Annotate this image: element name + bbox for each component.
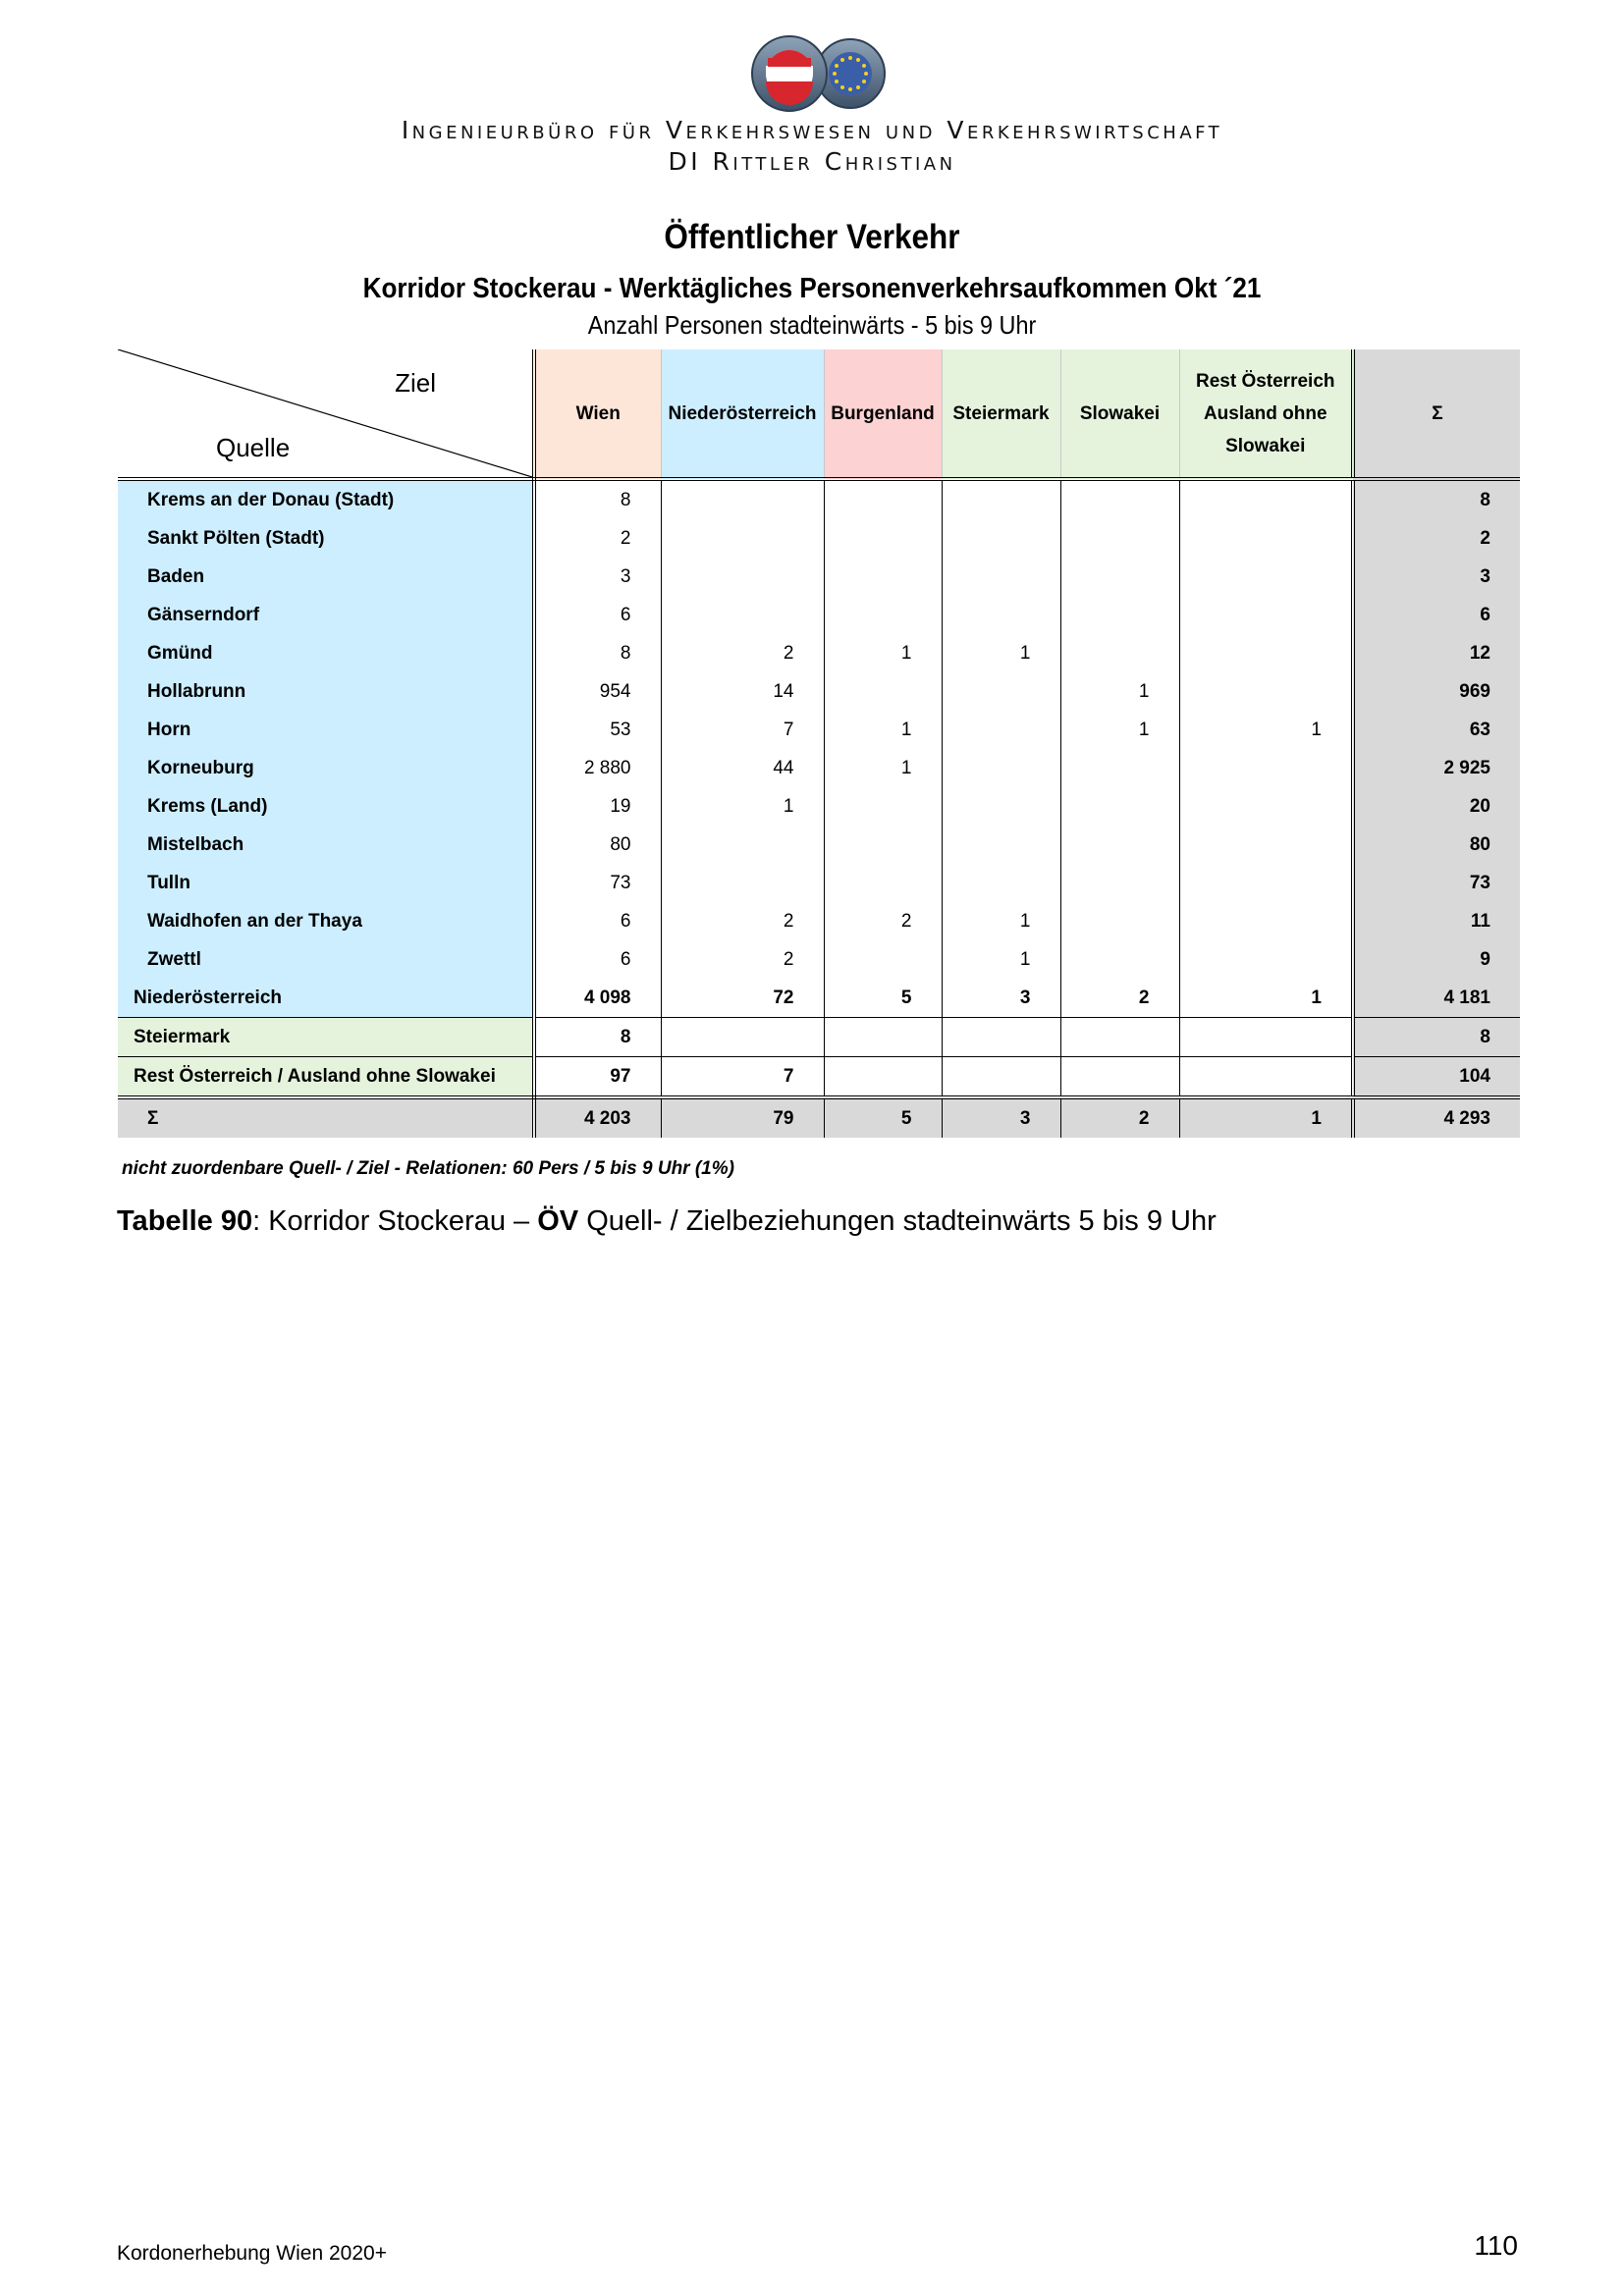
table-cell xyxy=(1060,634,1179,672)
row-sum-cell: 104 xyxy=(1353,1057,1520,1098)
table-cell xyxy=(942,479,1060,519)
row-sum-cell: 3 xyxy=(1353,558,1520,596)
table-cell xyxy=(1179,596,1353,634)
col-header-burgenland: Burgenland xyxy=(824,349,942,479)
col-header-wien: Wien xyxy=(534,349,661,479)
table-cell xyxy=(1060,749,1179,787)
table-cell xyxy=(1060,479,1179,519)
table-cell: 72 xyxy=(661,979,824,1018)
col-header-sum: Σ xyxy=(1353,349,1520,479)
row-label: Gänserndorf xyxy=(118,596,534,634)
caption-bold-mid: ÖV xyxy=(537,1205,579,1237)
table-cell xyxy=(1060,519,1179,558)
table-cell: 3 xyxy=(942,979,1060,1018)
table-cell xyxy=(942,596,1060,634)
table-cell xyxy=(661,826,824,864)
table-cell xyxy=(1179,787,1353,826)
od-matrix-table xyxy=(118,349,1520,1138)
table-cell: 2 xyxy=(661,902,824,940)
table-cell xyxy=(824,558,942,596)
table-cell: 4 098 xyxy=(534,979,661,1018)
row-sum-cell: 8 xyxy=(1353,1018,1520,1057)
page-title: Öffentlicher Verkehr xyxy=(664,218,960,256)
table-cell xyxy=(1060,787,1179,826)
table-subsubtitle: Anzahl Personen stadteinwärts - 5 bis 9 Uhr xyxy=(587,310,1037,340)
table-cell xyxy=(824,787,942,826)
row-sum-cell: 80 xyxy=(1353,826,1520,864)
table-cell xyxy=(824,940,942,979)
table-cell xyxy=(1179,634,1353,672)
table-row xyxy=(118,672,1520,711)
table-cell: 2 xyxy=(1060,1097,1179,1138)
corner-ziel-label: Ziel xyxy=(395,368,436,398)
table-cell: 53 xyxy=(610,719,631,740)
table-cell xyxy=(1179,519,1353,558)
table-cell xyxy=(1179,1057,1353,1098)
table-cell: 1 xyxy=(942,634,1060,672)
row-label: Waidhofen an der Thaya xyxy=(118,902,534,940)
unassigned-relations-note: nicht zuordenbare Quell- / Ziel - Relationen: 60 Pers / 5 bis 9 Uhr (1%) xyxy=(122,1158,734,1179)
row-label: Σ xyxy=(118,1097,534,1138)
row-label: Krems an der Donau (Stadt) xyxy=(118,479,534,519)
table-cell: 2 xyxy=(661,634,824,672)
table-cell xyxy=(1060,864,1179,902)
table-cell: 1 xyxy=(1179,979,1353,1018)
table-cell xyxy=(942,864,1060,902)
row-label: Baden xyxy=(118,558,534,596)
row-label: Zwettl xyxy=(118,940,534,979)
col-header-niederoesterreich: Niederösterreich xyxy=(661,349,824,479)
table-row xyxy=(118,979,1520,1018)
table-cell xyxy=(942,826,1060,864)
table-caption xyxy=(117,1205,1217,1238)
row-label: Horn xyxy=(118,711,534,749)
table-cell xyxy=(942,672,1060,711)
table-cell: 8 xyxy=(620,489,631,510)
table-row xyxy=(118,1097,1520,1138)
table-cell: 7 xyxy=(661,1057,824,1098)
table-cell: 6 xyxy=(620,910,631,932)
table-cell: 4 203 xyxy=(534,1097,661,1138)
table-row xyxy=(118,940,1520,979)
row-sum-cell: 4 293 xyxy=(1353,1097,1520,1138)
caption-text-b: Quell- / Zielbeziehungen stadteinwärts 5 bis 9 Uhr xyxy=(578,1205,1217,1237)
table-header-row xyxy=(118,349,1520,479)
table-cell xyxy=(942,787,1060,826)
row-sum-cell: 12 xyxy=(1353,634,1520,672)
table-cell: 73 xyxy=(610,872,631,893)
table-row xyxy=(118,902,1520,940)
table-cell xyxy=(661,519,824,558)
col-header-rest-oesterreich: Rest Österreich Ausland ohne Slowakei xyxy=(1179,349,1353,479)
col-header-steiermark: Steiermark xyxy=(942,349,1060,479)
table-cell: 80 xyxy=(610,833,631,855)
table-cell xyxy=(942,558,1060,596)
table-cell: 8 xyxy=(534,1018,661,1057)
table-cell xyxy=(661,1018,824,1057)
table-cell xyxy=(1060,1018,1179,1057)
table-subtitle: Korridor Stockerau - Werktägliches Personenverkehrsaufkommen Okt ´21 xyxy=(362,273,1262,304)
table-row xyxy=(118,479,1520,519)
row-label: Krems (Land) xyxy=(118,787,534,826)
table-cell: 2 880 xyxy=(583,757,631,778)
col-header-slowakei: Slowakei xyxy=(1060,349,1179,479)
table-row xyxy=(118,634,1520,672)
row-sum-cell: 11 xyxy=(1353,902,1520,940)
table-cell: 79 xyxy=(661,1097,824,1138)
table-cell xyxy=(1179,940,1353,979)
table-row xyxy=(118,1057,1520,1098)
table-cell: 2 xyxy=(620,527,631,549)
row-sum-cell: 73 xyxy=(1353,864,1520,902)
table-cell: 1 xyxy=(942,940,1060,979)
row-sum-cell: 63 xyxy=(1353,711,1520,749)
row-sum-cell: 20 xyxy=(1353,787,1520,826)
caption-label: Tabelle 90 xyxy=(117,1205,253,1237)
page-number: 110 xyxy=(1474,2230,1518,2261)
table-cell: 1 xyxy=(824,711,942,749)
row-sum-cell: 6 xyxy=(1353,596,1520,634)
table-cell: 44 xyxy=(661,749,824,787)
table-cell xyxy=(1179,1018,1353,1057)
office-name: Ingenieurbüro für Verkehrswesen und Verkehrswirtschaft xyxy=(401,116,1223,144)
table-cell xyxy=(1060,902,1179,940)
table-row xyxy=(118,1018,1520,1057)
corner-diagonal xyxy=(118,349,532,477)
table-cell: 5 xyxy=(824,979,942,1018)
table-cell xyxy=(824,672,942,711)
row-label: Niederösterreich xyxy=(118,979,534,1018)
table-cell xyxy=(942,749,1060,787)
table-cell: 7 xyxy=(661,711,824,749)
table-cell: 97 xyxy=(534,1057,661,1098)
table-row xyxy=(118,864,1520,902)
caption-text-a: : Korridor Stockerau – xyxy=(252,1205,538,1237)
table-cell xyxy=(661,864,824,902)
row-label: Tulln xyxy=(118,864,534,902)
table-cell xyxy=(1179,864,1353,902)
table-cell xyxy=(942,1018,1060,1057)
row-sum-cell: 8 xyxy=(1353,479,1520,519)
table-cell xyxy=(1060,558,1179,596)
corner-cell xyxy=(118,349,534,479)
table-cell xyxy=(661,558,824,596)
table-cell: 2 xyxy=(1060,979,1179,1018)
table-cell: 1 xyxy=(942,902,1060,940)
table-cell: 1 xyxy=(1179,711,1353,749)
table-cell xyxy=(824,1018,942,1057)
table-row xyxy=(118,596,1520,634)
table-cell xyxy=(824,1057,942,1098)
table-cell xyxy=(661,479,824,519)
table-cell: 1 xyxy=(661,787,824,826)
table-cell: 3 xyxy=(942,1097,1060,1138)
table-cell: 2 xyxy=(661,940,824,979)
footer-project: Kordonerhebung Wien 2020+ xyxy=(117,2242,387,2265)
table-cell: 1 xyxy=(1060,672,1179,711)
table-cell: 3 xyxy=(620,565,631,587)
table-cell xyxy=(824,479,942,519)
corner-quelle-label: Quelle xyxy=(216,433,291,462)
office-owner: DI Rittler Christian xyxy=(668,147,956,176)
office-logo xyxy=(746,33,893,114)
table-row xyxy=(118,519,1520,558)
table-cell: 1 xyxy=(1179,1097,1353,1138)
table-cell xyxy=(1060,596,1179,634)
table-cell: 2 xyxy=(824,902,942,940)
row-sum-cell: 9 xyxy=(1353,940,1520,979)
table-cell xyxy=(1179,902,1353,940)
row-label: Mistelbach xyxy=(118,826,534,864)
table-cell: 5 xyxy=(824,1097,942,1138)
row-label: Gmünd xyxy=(118,634,534,672)
table-cell xyxy=(1179,558,1353,596)
table-cell: 8 xyxy=(620,642,631,664)
table-cell xyxy=(942,1057,1060,1098)
row-sum-cell: 4 181 xyxy=(1353,979,1520,1018)
row-sum-cell: 2 925 xyxy=(1353,749,1520,787)
row-label: Hollabrunn xyxy=(118,672,534,711)
table-cell xyxy=(1060,826,1179,864)
table-cell xyxy=(1179,479,1353,519)
table-cell: 1 xyxy=(1060,711,1179,749)
table-cell xyxy=(1179,672,1353,711)
table-cell xyxy=(1179,749,1353,787)
table-row xyxy=(118,787,1520,826)
table-cell xyxy=(942,711,1060,749)
row-label: Rest Österreich / Ausland ohne Slowakei xyxy=(118,1057,534,1098)
table-cell: 6 xyxy=(620,948,631,970)
table-cell xyxy=(1060,1057,1179,1098)
table-cell xyxy=(661,596,824,634)
table-cell xyxy=(942,519,1060,558)
table-cell: 1 xyxy=(824,634,942,672)
row-sum-cell: 2 xyxy=(1353,519,1520,558)
table-cell xyxy=(824,864,942,902)
table-cell xyxy=(1179,826,1353,864)
table-row xyxy=(118,711,1520,749)
table-cell xyxy=(824,519,942,558)
table-cell xyxy=(824,596,942,634)
table-cell xyxy=(824,826,942,864)
table-row xyxy=(118,749,1520,787)
table-cell: 19 xyxy=(610,795,631,817)
table-row xyxy=(118,826,1520,864)
row-label: Sankt Pölten (Stadt) xyxy=(118,519,534,558)
row-sum-cell: 969 xyxy=(1353,672,1520,711)
table-cell xyxy=(1060,940,1179,979)
table-cell: 1 xyxy=(824,749,942,787)
table-cell: 14 xyxy=(661,672,824,711)
row-label: Steiermark xyxy=(118,1018,534,1057)
row-label: Korneuburg xyxy=(118,749,534,787)
table-cell: 954 xyxy=(599,680,631,702)
table-row xyxy=(118,558,1520,596)
table-cell: 6 xyxy=(620,604,631,625)
